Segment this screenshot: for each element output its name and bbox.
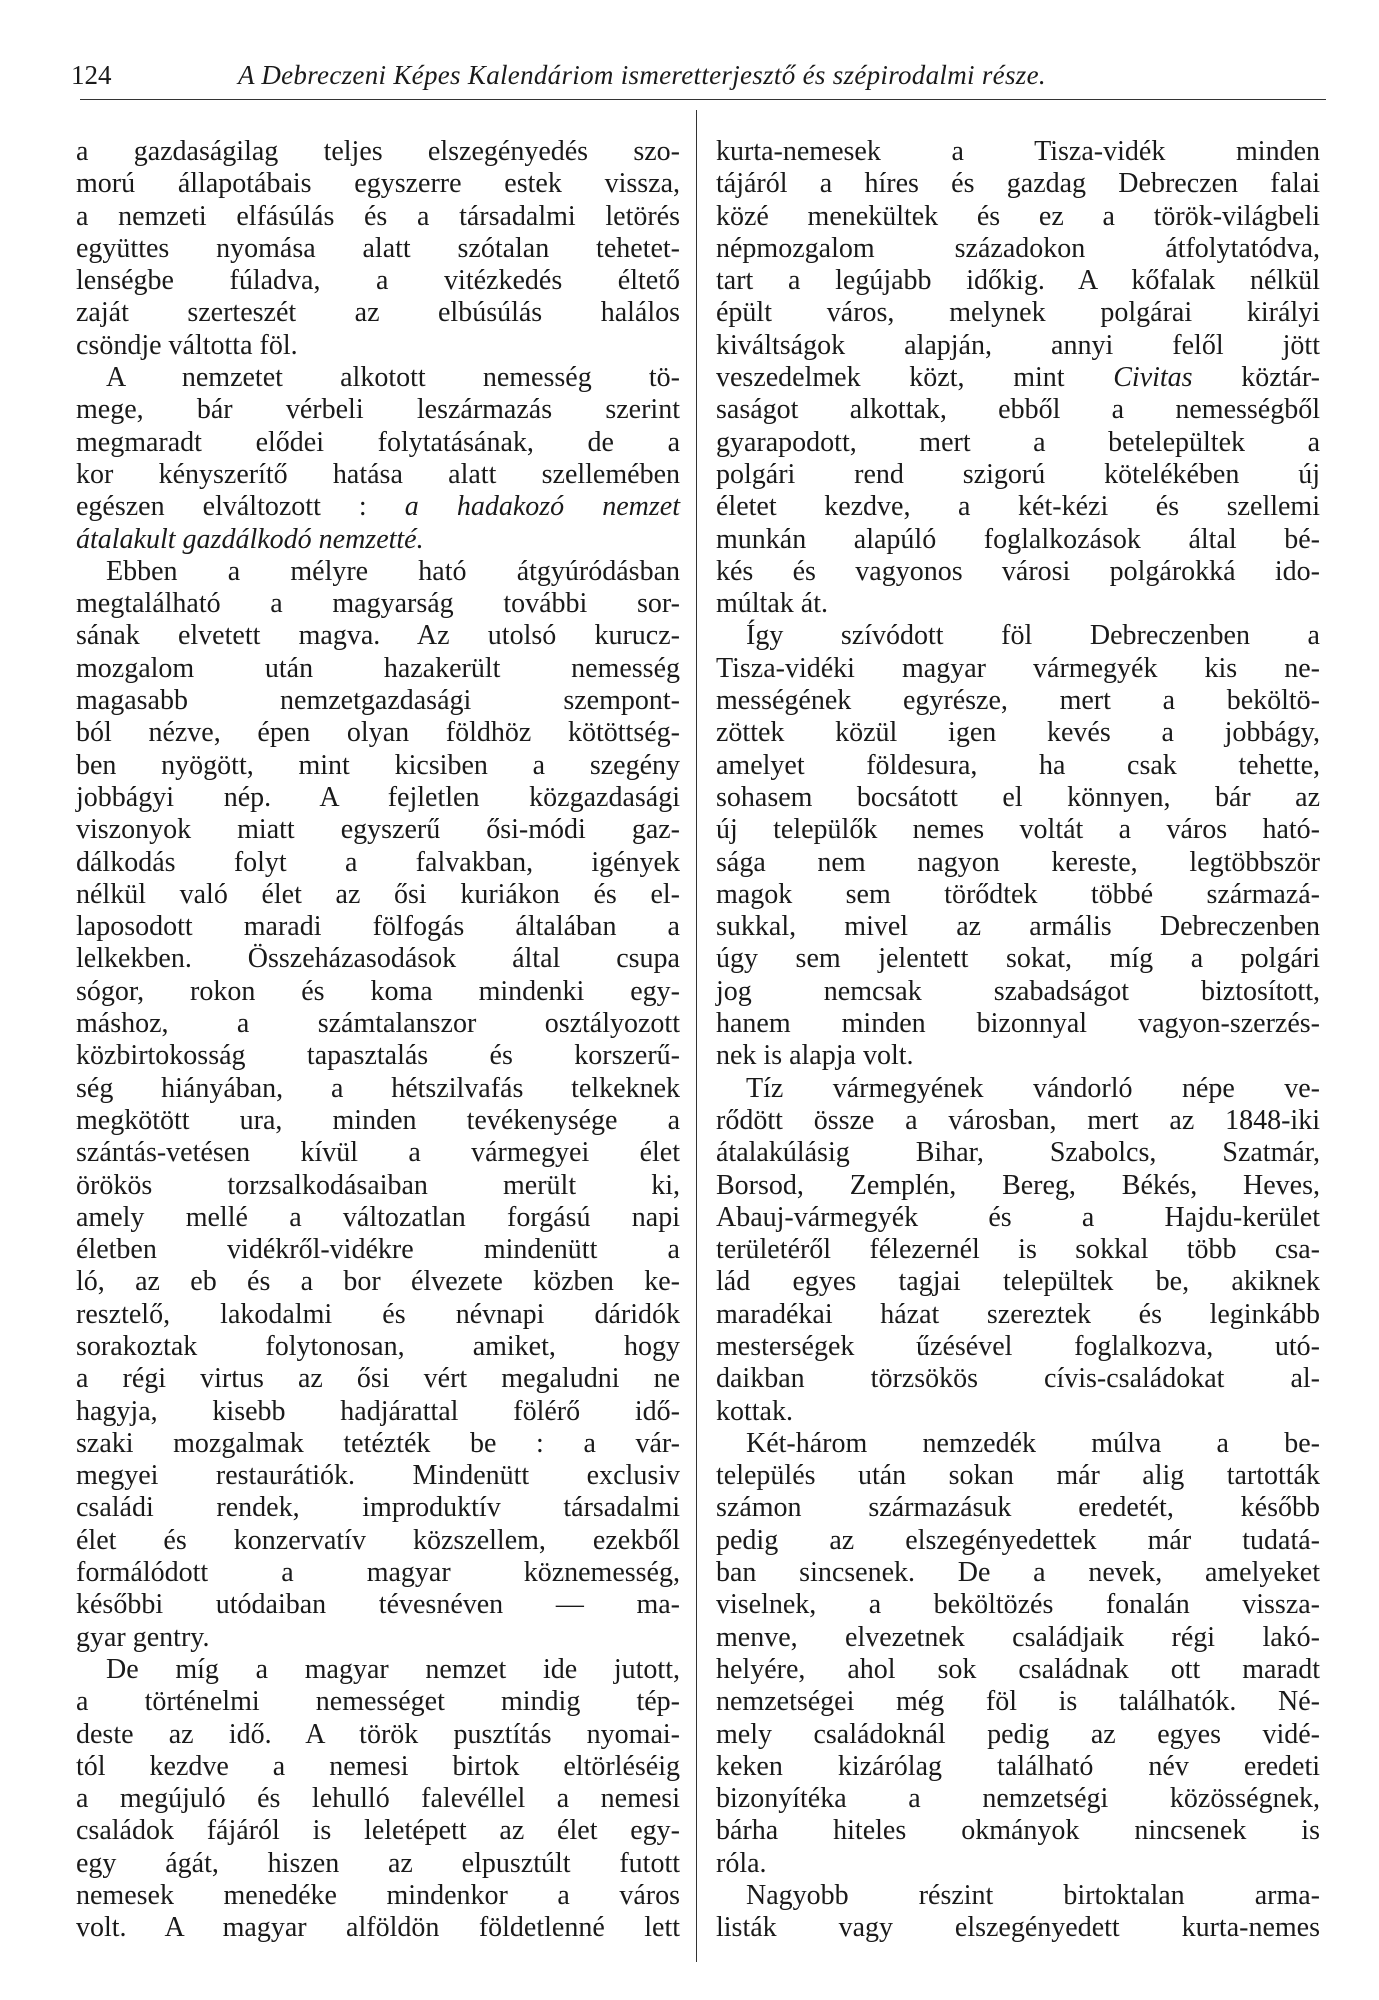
text-segment: köztár- (1192, 362, 1320, 394)
text-line: épült város, melynek polgárai királyi (716, 297, 1320, 329)
text-line: maradékai házat szereztek és leginkább (716, 1298, 1320, 1330)
text-line: élet és konzervatív közszellem, ezekből (76, 1524, 680, 1556)
text-line: a nemzeti elfásúlás és a társadalmi letörés (76, 200, 680, 232)
text-line: új települők nemes voltát a város ható- (716, 814, 1320, 846)
text-line: amely mellé a változatlan forgású napi (76, 1201, 680, 1233)
text-line: rődött össze a városban, mert az 1848-iki (716, 1104, 1320, 1136)
paragraph (716, 136, 1320, 620)
text-line: átalakúlásig Bihar, Szabolcs, Szatmár, (716, 1137, 1320, 1169)
text-line: zaját szerteszét az elbúsúlás halálos (76, 297, 680, 329)
italic-text: Civitas (1113, 362, 1193, 394)
text-line: gyar gentry. (76, 1621, 210, 1653)
right-column (716, 136, 1320, 1945)
text-line: együttes nyomása alatt szótalan tehetet- (76, 232, 680, 264)
text-line: múltak át. (716, 588, 828, 620)
text-line: sógor, rokon és koma mindenki egy- (76, 975, 680, 1007)
text-line: ség hiányában, a hétszilvafás telkeknek (76, 1072, 680, 1104)
paragraph (716, 1073, 1320, 1428)
text-line: sorakoztak folytonosan, amiket, hogy (76, 1330, 680, 1362)
header-rule (80, 99, 1326, 100)
text-line: volt. A magyar alföldön földetlenné lett (76, 1912, 680, 1944)
text-line: bizonyítéka a nemzetségi közösségnek, (716, 1783, 1320, 1815)
text-line: viselnek, a beköltözés fonalán vissza- (716, 1589, 1320, 1621)
text-line: kés és vagyonos városi polgárokká ido- (716, 555, 1320, 587)
text-line: formálódott a magyar köznemesség, (76, 1557, 680, 1589)
text-line: sága nem nagyon kereste, legtöbbször (716, 846, 1320, 878)
paragraph (716, 620, 1320, 1072)
text-line: ben nyögött, mint kicsiben a szegény (76, 749, 680, 781)
text-line: lelkekben. Összeházasodások által csupa (76, 943, 680, 975)
running-title: A Debreczeni Képes Kalendáriom ismeretterjesztő és szépirodalmi része. (238, 60, 1046, 90)
text-line: kiváltságok alapján, annyi felől jött (716, 329, 1320, 361)
text-line: lád egyes tagjai települtek be, akiknek (716, 1266, 1320, 1298)
text-line: családi rendek, improduktív társadalmi (76, 1492, 680, 1524)
text-line: szaki mozgalmak tetézték be : a vár- (76, 1427, 680, 1459)
text-line: a gazdaságilag teljes elszegényedés szo- (76, 136, 680, 167)
text-line: mességének egyrésze, mert a beköltö- (716, 685, 1320, 717)
text-line: nek is alapja volt. (716, 1040, 914, 1072)
text-line: viszonyok miatt egyszerű ősi-módi gaz- (76, 814, 680, 846)
text-line: Borsod, Zemplén, Bereg, Békés, Heves, (716, 1169, 1320, 1201)
text-line: lenségbe fúladva, a vitézkedés éltető (76, 265, 680, 297)
text-line: resztelő, lakodalmi és névnapi dáridók (76, 1298, 680, 1330)
text-line: megmaradt elődei folytatásának, de a (76, 426, 680, 458)
text-line: deste az idő. A török pusztítás nyomai- (76, 1718, 680, 1750)
text-line: közé menekültek és ez a török-világbeli (716, 200, 1320, 232)
text-line: Két-három nemzedék múlva a be- (746, 1427, 1320, 1459)
text-line: ban sincsenek. De a nevek, amelyeket (716, 1557, 1320, 1589)
text-line: életben vidékről-vidékre mindenütt a (76, 1234, 680, 1266)
text-line: ló, az eb és a bor élvezete közben ke- (76, 1266, 680, 1298)
text-line: gyarapodott, mert a betelepültek a (716, 426, 1320, 458)
text-line: sohasem bocsátott el könnyen, bár az (716, 781, 1320, 813)
text-line: róla. (716, 1847, 767, 1879)
text-line: nélkül való élet az ősi kuriákon és el- (76, 878, 680, 910)
text-line: mege, bár vérbeli leszármazás szerint (76, 394, 680, 426)
text-line: laposodott maradi fölfogás általában a (76, 911, 680, 943)
text-line: helyére, ahol sok családnak ott maradt (716, 1653, 1320, 1685)
text-line: életet kezdve, a két-kézi és szellemi (716, 491, 1320, 523)
text-line: daikban törzsökös cívis-családokat al- (716, 1363, 1320, 1395)
text-line: morú állapotábais egyszerre estek vissza, (76, 168, 680, 200)
text-line: saságot alkottak, ebből a nemességből (716, 394, 1320, 426)
text-line: szántás-vetésen kívül a vármegyei élet (76, 1137, 680, 1169)
text-line: népmozgalom századokon átfolytatódva, (716, 232, 1320, 264)
text-line: úgy sem jelentett sokat, míg a polgári (716, 943, 1320, 975)
text-line: a megújuló és lehulló falevéllel a nemesi (76, 1783, 680, 1815)
text-line: területéről félezernél is sokkal több csa- (716, 1234, 1320, 1266)
text-line (716, 362, 1320, 394)
text-line: a régi virtus az ősi vért megaludni ne (76, 1363, 680, 1395)
text-line: hanem minden bizonnyal vagyon-szerzés- (716, 1008, 1320, 1040)
text-line: A nemzetet alkotott nemesség tö- (106, 362, 680, 394)
text-line: sukkal, mivel az armális Debreczenben (716, 911, 1320, 943)
text-line: későbbi utódaiban tévesnéven — ma- (76, 1589, 680, 1621)
text-line: a történelmi nemességet mindig tép- (76, 1686, 680, 1718)
text-line: kottak. (716, 1395, 793, 1427)
italic-text: átalakult gazdálkodó nemzetté. (76, 523, 424, 555)
text-line: nemesek menedéke mindenkor a város (76, 1880, 680, 1912)
text-segment: veszedelmek közt, mint (716, 362, 1114, 394)
page-number: 124 (71, 60, 112, 90)
text-segment: egészen elváltozott : (76, 491, 405, 523)
paragraph (716, 1428, 1320, 1880)
text-line: listák vagy elszegényedett kurta-nemes (716, 1912, 1320, 1944)
column-divider (696, 110, 697, 1962)
text-line: számon származásuk eredetét, később (716, 1492, 1320, 1524)
text-line: mesterségek űzésével foglalkozva, utó- (716, 1330, 1320, 1362)
text-line: ból nézve, épen olyan földhöz kötöttség- (76, 717, 680, 749)
text-line: munkán alapúló foglalkozások által bé- (716, 523, 1320, 555)
italic-text: a hadakozó nemzet (404, 491, 680, 523)
text-line (76, 524, 680, 556)
text-line: kor kényszerítő hatása alatt szellemében (76, 458, 680, 490)
text-line: menve, elvezetnek családjaik régi lakó- (716, 1621, 1320, 1653)
text-line: egy ágát, hiszen az elpusztúlt futott (76, 1847, 680, 1879)
text-line: tájáról a híres és gazdag Debreczen falai (716, 168, 1320, 200)
text-line: családok fájáról is leletépett az élet egy- (76, 1815, 680, 1847)
text-line (76, 491, 680, 523)
text-line: jog nemcsak szabadságot biztosított, (716, 975, 1320, 1007)
text-line: tól kezdve a nemesi birtok eltörléséig (76, 1750, 680, 1782)
left-column (76, 136, 680, 1945)
text-line: közbirtokosság tapasztalás és korszerű- (76, 1040, 680, 1072)
text-line: mozgalom után hazakerült nemesség (76, 652, 680, 684)
text-line: Abauj-vármegyék és a Hajdu-kerület (716, 1201, 1320, 1233)
text-line: pedig az elszegényedettek már tudatá- (716, 1524, 1320, 1556)
text-line: csöndje váltotta föl. (76, 329, 298, 361)
text-line: máshoz, a számtalanszor osztályozott (76, 1008, 680, 1040)
text-line: zöttek közül igen kevés a jobbágy, (716, 717, 1320, 749)
text-line: Nagyobb részint birtoktalan arma- (746, 1880, 1320, 1912)
text-line: kurta-nemesek a Tisza-vidék minden (716, 136, 1320, 167)
text-line: amelyet földesura, ha csak tehette, (716, 749, 1320, 781)
text-line: nemzetségei még föl is találhatók. Né- (716, 1686, 1320, 1718)
paragraph (716, 1880, 1320, 1945)
text-line: tart a legújabb időkig. A kőfalak nélkül (716, 265, 1320, 297)
text-line: sának elvetett magva. Az utolsó kurucz- (76, 620, 680, 652)
text-line: megkötött ura, minden tevékenysége a (76, 1104, 680, 1136)
text-line: Így szívódott föl Debreczenben a (746, 620, 1320, 652)
text-line: magasabb nemzetgazdasági szempont- (76, 685, 680, 717)
text-line: Tisza-vidéki magyar vármegyék kis ne- (716, 652, 1320, 684)
text-line: De míg a magyar nemzet ide jutott, (106, 1653, 680, 1685)
text-line: Tíz vármegyének vándorló népe ve- (746, 1072, 1320, 1104)
paragraph (76, 556, 680, 1654)
text-line: megyei restaurátiók. Mindenütt exclusiv (76, 1460, 680, 1492)
text-line: település után sokan már alig tartották (716, 1460, 1320, 1492)
paragraph (76, 362, 680, 556)
text-line: hagyja, kisebb hadjárattal fölérő idő- (76, 1395, 680, 1427)
text-line: mely családoknál pedig az egyes vidé- (716, 1718, 1320, 1750)
text-line: dálkodás folyt a falvakban, igények (76, 846, 680, 878)
text-line: megtalálható a magyarság további sor- (76, 588, 680, 620)
text-line: örökös torzsalkodásaiban merült ki, (76, 1169, 680, 1201)
text-line: Ebben a mélyre ható átgyúródásban (106, 555, 680, 587)
text-line: polgári rend szigorú kötelékében új (716, 458, 1320, 490)
text-line: bárha hiteles okmányok nincsenek is (716, 1815, 1320, 1847)
text-line: jobbágyi nép. A fejletlen közgazdasági (76, 781, 680, 813)
text-line: keken kizárólag található név eredeti (716, 1750, 1320, 1782)
paragraph (76, 1654, 680, 1945)
paragraph (76, 136, 680, 362)
text-line: magok sem törődtek többé származá- (716, 878, 1320, 910)
